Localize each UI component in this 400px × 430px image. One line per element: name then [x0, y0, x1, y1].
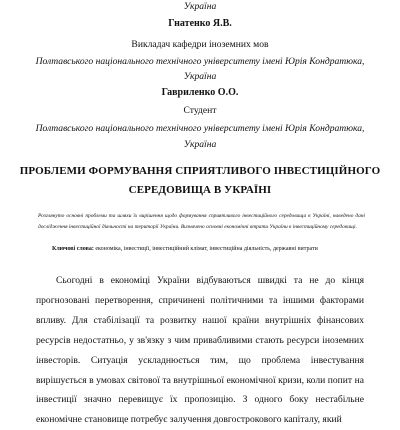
- author-university-1: Полтавського національного технічного університету імені Юрія Кондратюка,: [35, 56, 365, 67]
- author-name-2: Гавриленко О.О.: [161, 87, 239, 98]
- body-paragraph: Сьогодні в економіці України відбуваються швидкі та не до кінця прогнозовані перетворення, спричинені політичними та іншими факторами впливу. Для стабілізації та розвитку нашої країни внутрішніх фінансових ресурсів недостатньо, у зв'язку з чим привабливими стають ресурси іноземних інвесторів. Ситуація ускладнюється тим, що проблема інвестування вирішується в умовах світової та внутрішньої економічної кризи, коли попит на інвестиції значно перевищує їх пропозицію. З одного боку нестабільне економічне становище потребує залучення довгострокового капіталу, який: [36, 275, 364, 426]
- author-position-1: Викладач кафедри іноземних мов: [131, 39, 269, 50]
- paper-title-line-2: СЕРЕДОВИЩА В УКРАЇНІ: [128, 184, 272, 196]
- author-country-1: Україна: [183, 71, 217, 82]
- keywords-text: економіка, інвестиції, інвестиційний клімат, інвестиційна діяльність, державні витрати: [95, 246, 318, 252]
- keywords-label: Ключові слова:: [52, 246, 94, 252]
- author-position-2: Студент: [183, 105, 217, 116]
- paper-title-line-1: ПРОБЛЕМИ ФОРМУВАННЯ СПРИЯТЛИВОГО ІНВЕСТИЦІЙНОГО: [19, 165, 381, 177]
- author-country-2: Україна: [183, 139, 217, 150]
- affiliation-country-top: Україна: [183, 1, 217, 12]
- abstract: Розглянуто основні проблеми та шляхи їх вирішення щодо формування сприятливого інвестиційного середовища в Україні, наведено дані дослідження інвестиційної діяльності на території України. Визначено основні економічні втрати України в інвестиційному середовищі.: [38, 213, 365, 230]
- keywords: [52, 245, 372, 254]
- author-university-2: Полтавського національного технічного університету імені Юрія Кондратюка,: [35, 123, 365, 134]
- author-name-1: Гнатенко Я.В.: [168, 18, 232, 29]
